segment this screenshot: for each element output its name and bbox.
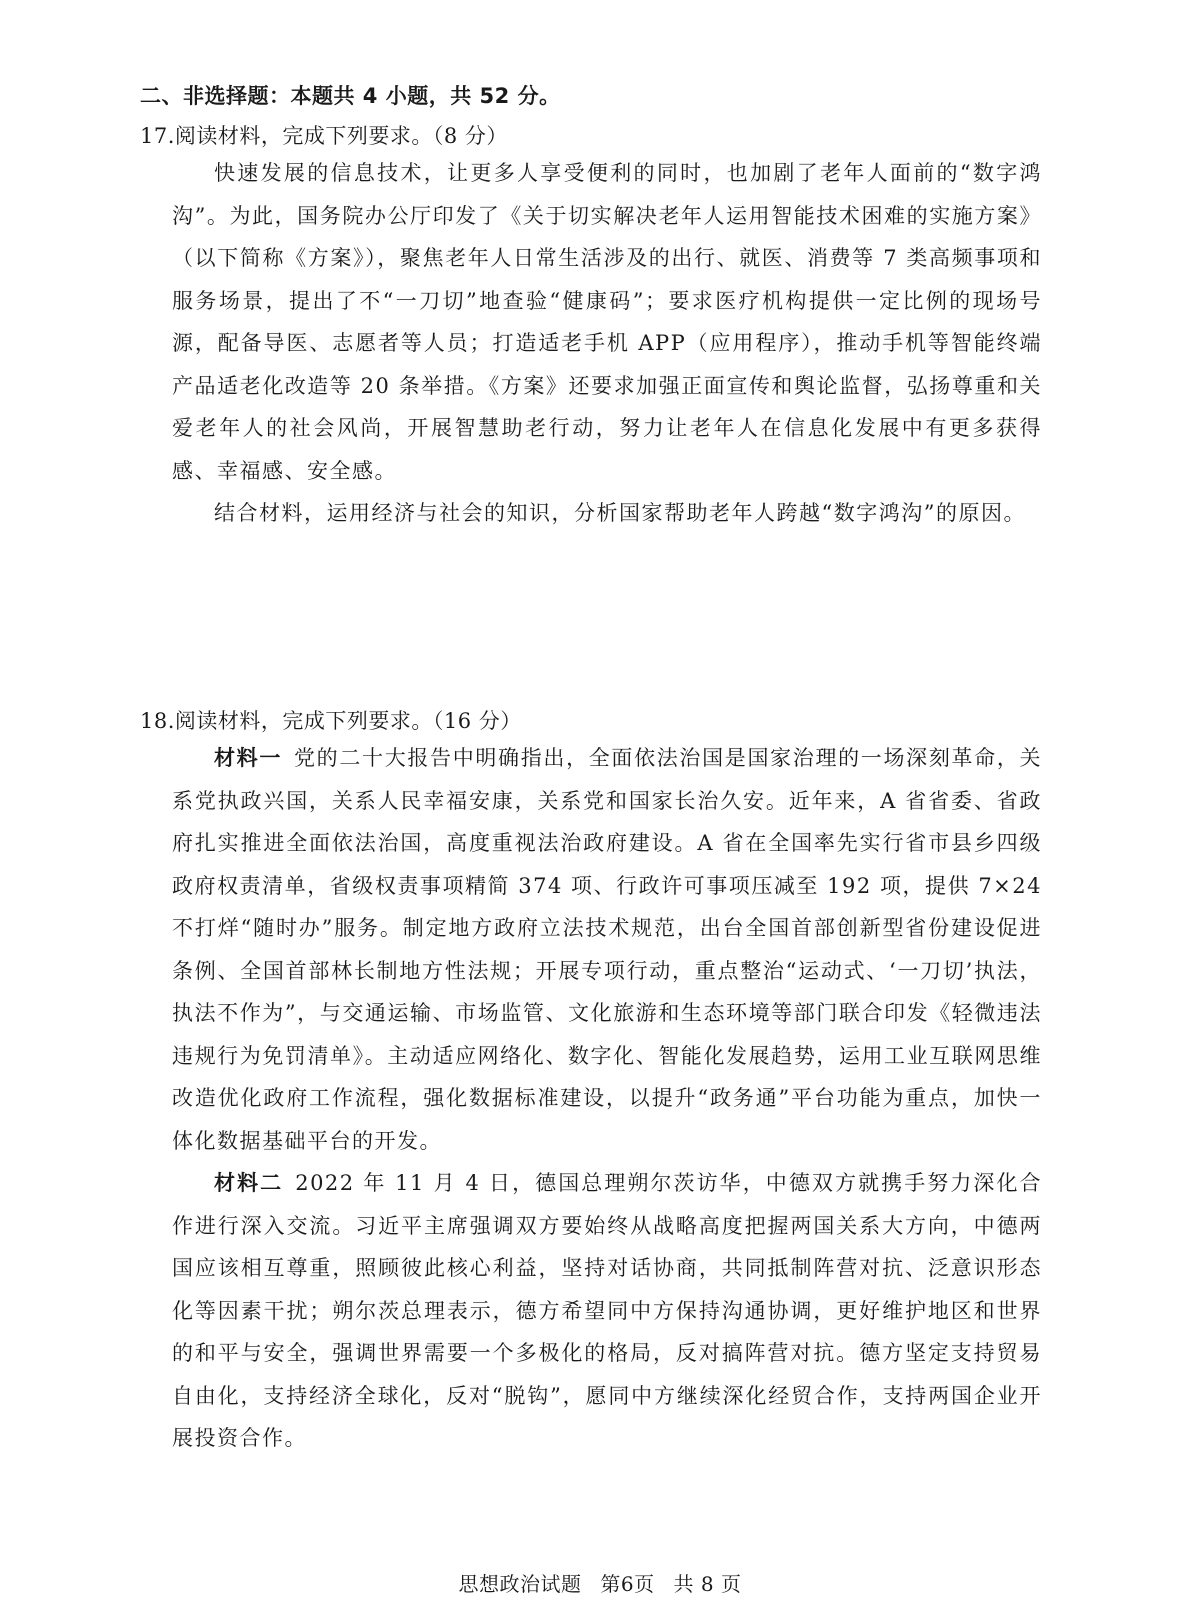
footer-total-pages: 共 8 页 — [673, 1572, 742, 1596]
question-18-title: 18.阅读材料，完成下列要求。（16 分） — [140, 709, 522, 733]
page-footer — [0, 1568, 1200, 1597]
question-17-title: 17.阅读材料，完成下列要求。（8 分） — [140, 124, 508, 148]
material-2-text: 2022 年 11 月 4 日，德国总理朔尔茨访华，中德双方就携手努力深化合作进行深入交流。习近平主席强调双方要始终从战略高度把握两国关系大方向，中德两国应该相互尊重，照顾彼此核心利益，坚持对话协商，共同抵制阵营对抗、泛意识形态化等因素干扰；朔尔茨总理表示，德方希望同中方保持沟通协调，更好维护地区和世界的和平与安全，强调世界需要一个多极化的格局，反对搞阵营对抗。德方坚定支持贸易自由化，支持经济全球化，反对“脱钩”，愿同中方继续深化经贸合作，支持两国企业开展投资合作。 — [172, 1171, 1043, 1450]
question-18-material-2 — [172, 1162, 1042, 1460]
question-18-material-1 — [172, 737, 1042, 1162]
footer-page-number: 第6页 — [600, 1572, 655, 1596]
question-17-material: 快速发展的信息技术，让更多人享受便利的同时，也加剧了老年人面前的“数字鸿沟”。为此，国务院办公厅印发了《关于切实解决老年人运用智能技术困难的实施方案》（以下简称《方案》），聚焦老年人日常生活涉及的出行、就医、消费等 7 类高频事项和服务场景，提出了不“一刀切”地查验“健康码”；要求医疗机构提供一定比例的现场号源，配备导医、志愿者等人员；打造适老手机 APP（应用程序），推动手机等智能终端产品适老化改造等 20 条举措。《方案》还要求加强正面宣传和舆论监督，弘扬尊重和关爱老年人的社会风尚，开展智慧助老行动，努力让老年人在信息化发展中有更多获得感、幸福感、安全感。 — [172, 161, 1042, 483]
question-17-prompt: 结合材料，运用经济与社会的知识，分析国家帮助老年人跨越“数字鸿沟”的原因。 — [214, 501, 1026, 525]
material-1-label: 材料一 — [214, 746, 283, 770]
section-heading: 二、非选择题：本题共 4 小题，共 52 分。 — [140, 84, 561, 108]
material-1-text: 党的二十大报告中明确指出，全面依法治国是国家治理的一场深刻革命，关系党执政兴国，关系人民幸福安康，关系党和国家长治久安。近年来，A 省省委、省政府扎实推进全面依法治国，高度重视法治政府建设。A 省在全国率先实行省市县乡四级政府权责清单，省级权责事项精简 374 项、行政许可事项压减至 192 项，提供 7×24 不打烊“随时办”服务。制定地方政府立法技术规范，出台全国首部创新型省份建设促进条例、全国首部林长制地方性法规；开展专项行动，重点整治“运动式、‘一刀切’执法，执法不作为”，与交通运输、市场监管、文化旅游和生态环境等部门联合印发《轻微违法违规行为免罚清单》。主动适应网络化、数字化、智能化发展趋势，运用工业互联网思维改造优化政府工作流程，强化数据标准建设，以提升“政务通”平台功能为重点，加快一体化数据基础平台的开发。 — [172, 746, 1042, 1153]
material-2-label: 材料二 — [214, 1171, 284, 1195]
footer-subject: 思想政治试题 — [458, 1572, 582, 1596]
